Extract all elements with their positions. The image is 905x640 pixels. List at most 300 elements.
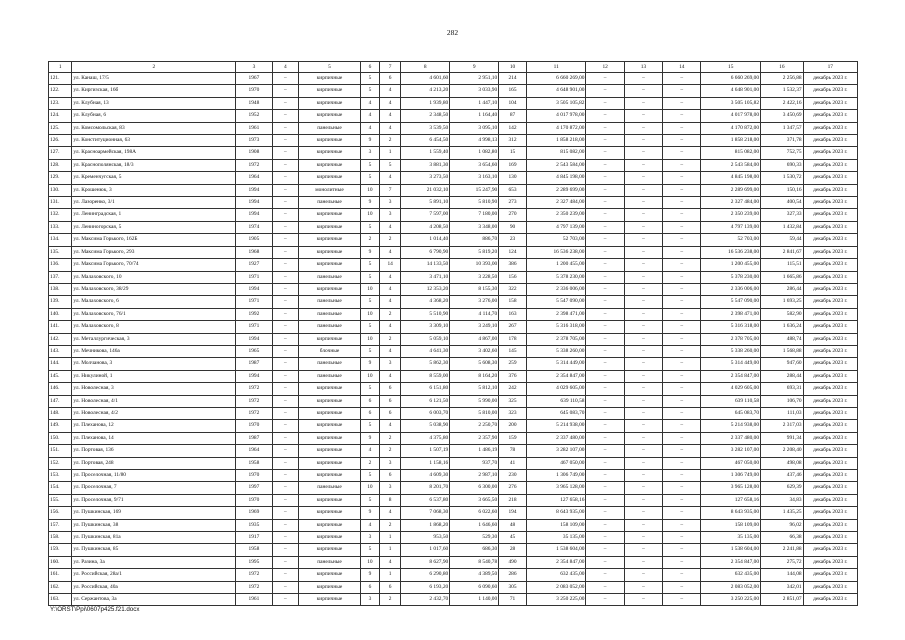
table-cell: 4: [380, 283, 401, 295]
table-cell: 2: [380, 519, 401, 531]
table-cell: 161.: [49, 569, 72, 581]
table-cell: –: [272, 407, 299, 419]
table-cell: –: [624, 159, 662, 171]
table-cell: –: [624, 507, 662, 519]
table-cell: панельные: [299, 321, 361, 333]
table-cell: –: [663, 407, 701, 419]
table-cell: 10: [360, 184, 379, 196]
table-row: [49, 569, 858, 581]
table-cell: ул. Лениногорская, 5: [72, 221, 236, 233]
table-cell: 2: [380, 445, 401, 457]
table-cell: 1958: [236, 544, 272, 556]
table-cell: 147.: [49, 395, 72, 407]
table-cell: 3 539,50: [401, 122, 450, 134]
table-cell: –: [586, 594, 624, 606]
table-row: [49, 556, 858, 568]
table-cell: ул. Малаховского, 8: [72, 321, 236, 333]
table-cell: 121.: [49, 73, 72, 85]
table-row: [49, 122, 858, 134]
table-cell: 323: [499, 407, 527, 419]
table-row: [49, 432, 858, 444]
table-cell: 5 214 938,00: [526, 420, 586, 432]
table-cell: 6 660 269,00: [701, 73, 761, 85]
table-cell: 10: [360, 333, 379, 345]
table-cell: 2 543 584,00: [526, 159, 586, 171]
table-cell: 4: [360, 122, 379, 134]
table-cell: –: [663, 569, 701, 581]
column-number-cell: 12: [586, 62, 624, 73]
table-cell: декабрь 2023 г.: [803, 85, 857, 97]
table-cell: ул. Клубная, 13: [72, 97, 236, 109]
table-cell: –: [624, 135, 662, 147]
table-cell: ул. Ленинградская, 1: [72, 209, 236, 221]
column-number-cell: 8: [401, 62, 450, 73]
table-cell: 104: [499, 97, 527, 109]
table-cell: 136.: [49, 259, 72, 271]
table-cell: –: [624, 457, 662, 469]
table-cell: ул. Малаховского, 76/1: [72, 308, 236, 320]
table-cell: –: [663, 110, 701, 122]
table-cell: –: [586, 73, 624, 85]
table-cell: 134.: [49, 234, 72, 246]
table-cell: 259: [499, 358, 527, 370]
table-cell: 10: [360, 283, 379, 295]
table-cell: –: [272, 221, 299, 233]
table-cell: 230: [499, 470, 527, 482]
table-cell: 437,46: [761, 470, 804, 482]
table-cell: –: [272, 122, 299, 134]
table-cell: декабрь 2023 г.: [803, 246, 857, 258]
table-cell: ул. Пушкинская, 169: [72, 507, 236, 519]
table-cell: 273: [499, 197, 527, 209]
table-row: [49, 420, 858, 432]
table-cell: 653: [499, 184, 527, 196]
table-cell: –: [586, 470, 624, 482]
table-cell: кирпичные: [299, 544, 361, 556]
table-row: [49, 519, 858, 531]
table-cell: 386: [499, 259, 527, 271]
table-cell: 156: [499, 271, 527, 283]
table-cell: –: [663, 544, 701, 556]
table-cell: 1 082,80: [450, 147, 499, 159]
table-row: [49, 85, 858, 97]
table-cell: –: [663, 209, 701, 221]
table-cell: –: [624, 345, 662, 357]
table-cell: –: [624, 532, 662, 544]
table-cell: ул. Мечникова, 146а: [72, 345, 236, 357]
table-cell: 127 658,16: [701, 494, 761, 506]
table-cell: 3 249,10: [450, 321, 499, 333]
table-cell: 639 110,58: [701, 395, 761, 407]
table-cell: –: [272, 420, 299, 432]
table-cell: 4 017 978,00: [526, 110, 586, 122]
table-cell: –: [272, 544, 299, 556]
table-cell: 145: [499, 345, 527, 357]
table-cell: 1: [380, 532, 401, 544]
table-cell: блочные: [299, 345, 361, 357]
table-cell: 126.: [49, 135, 72, 147]
table-cell: –: [663, 159, 701, 171]
table-cell: 10: [360, 209, 379, 221]
table-cell: 3 505 105,82: [526, 97, 586, 109]
table-cell: 150.: [49, 432, 72, 444]
table-row: [49, 544, 858, 556]
table-cell: ул. Клубная, 6: [72, 110, 236, 122]
column-number-cell: 1: [49, 62, 72, 73]
table-cell: 124.: [49, 110, 72, 122]
table-cell: кирпичные: [299, 135, 361, 147]
table-cell: 87: [499, 110, 527, 122]
table-cell: 4 170 872,00: [701, 122, 761, 134]
table-cell: –: [586, 345, 624, 357]
table-cell: декабрь 2023 г.: [803, 482, 857, 494]
table-row: [49, 482, 858, 494]
table-cell: 1 017,60: [401, 544, 450, 556]
table-cell: 1 486,19: [450, 445, 499, 457]
table-cell: 2 208,40: [761, 445, 804, 457]
table-cell: панельные: [299, 296, 361, 308]
table-cell: кирпичные: [299, 259, 361, 271]
table-cell: 1994: [236, 209, 272, 221]
table-cell: 1961: [236, 122, 272, 134]
table-cell: –: [624, 333, 662, 345]
table-cell: 6: [360, 407, 379, 419]
table-cell: 2 337 480,00: [701, 432, 761, 444]
column-number-cell: 10: [499, 62, 527, 73]
table-cell: 2 841,67: [761, 246, 804, 258]
table-cell: 3 273,50: [401, 172, 450, 184]
table-cell: 1 432,84: [761, 221, 804, 233]
table-cell: –: [624, 73, 662, 85]
table-cell: 12 353,20: [401, 283, 450, 295]
table-cell: 1994: [236, 197, 272, 209]
table-cell: ул. Металлургическая, 3: [72, 333, 236, 345]
table-cell: –: [586, 569, 624, 581]
table-cell: –: [624, 544, 662, 556]
table-cell: 2 422,16: [761, 97, 804, 109]
table-cell: 1970: [236, 420, 272, 432]
table-cell: 4: [360, 445, 379, 457]
column-number-cell: 9: [450, 62, 499, 73]
table-cell: 153.: [49, 470, 72, 482]
table-cell: 5: [380, 159, 401, 171]
table-cell: 2 336 006,00: [526, 283, 586, 295]
table-cell: –: [624, 594, 662, 606]
table-cell: 2 354 847,00: [701, 370, 761, 382]
table-cell: 149.: [49, 420, 72, 432]
table-cell: ул. Портовая, 248: [72, 457, 236, 469]
table-cell: 163: [499, 308, 527, 320]
table-cell: декабрь 2023 г.: [803, 110, 857, 122]
table-cell: –: [663, 271, 701, 283]
table-cell: ул. Лазоренко, 3/1: [72, 197, 236, 209]
table-cell: 8 201,70: [401, 482, 450, 494]
table-cell: –: [663, 445, 701, 457]
table-cell: –: [272, 308, 299, 320]
table-row: [49, 370, 858, 382]
table-cell: –: [663, 172, 701, 184]
table-cell: 4: [380, 110, 401, 122]
table-cell: 3: [380, 209, 401, 221]
table-cell: ул. Портовая, 136: [72, 445, 236, 457]
table-cell: декабрь 2023 г.: [803, 594, 857, 606]
table-cell: –: [586, 321, 624, 333]
table-cell: –: [586, 159, 624, 171]
table-cell: 59,44: [761, 234, 804, 246]
table-cell: 1992: [236, 308, 272, 320]
table-cell: 327,33: [761, 209, 804, 221]
table-cell: 3 163,10: [450, 172, 499, 184]
table-cell: ул. Максима Горького, 162Б: [72, 234, 236, 246]
table-cell: 4 601,60: [401, 73, 450, 85]
table-cell: –: [663, 383, 701, 395]
table-cell: декабрь 2023 г.: [803, 234, 857, 246]
table-cell: 645 083,70: [526, 407, 586, 419]
table-row: [49, 457, 858, 469]
table-cell: 1 693,25: [761, 296, 804, 308]
table-cell: 6: [380, 581, 401, 593]
table-cell: 645 083,70: [701, 407, 761, 419]
table-cell: 8 155,30: [450, 283, 499, 295]
table-cell: –: [624, 184, 662, 196]
table-row: [49, 209, 858, 221]
table-cell: –: [624, 110, 662, 122]
table-cell: 2: [360, 457, 379, 469]
table-cell: ул. Кременчугская, 5: [72, 172, 236, 184]
table-cell: –: [624, 97, 662, 109]
table-cell: 270: [499, 209, 527, 221]
table-cell: 2: [380, 432, 401, 444]
table-cell: ул. Малаховского, 6: [72, 296, 236, 308]
table-cell: кирпичные: [299, 432, 361, 444]
table-cell: 123.: [49, 97, 72, 109]
table-cell: –: [586, 494, 624, 506]
table-cell: панельные: [299, 197, 361, 209]
table-cell: –: [663, 73, 701, 85]
table-cell: –: [663, 283, 701, 295]
table-cell: –: [272, 383, 299, 395]
table-cell: ул. Конституционная, 63: [72, 135, 236, 147]
table-cell: 160.: [49, 556, 72, 568]
table-cell: 2 327 484,00: [701, 197, 761, 209]
table-cell: 3 402,60: [450, 345, 499, 357]
table-cell: –: [624, 383, 662, 395]
table-cell: 5 378 230,00: [701, 271, 761, 283]
table-cell: –: [663, 296, 701, 308]
table-cell: 1 858 218,00: [526, 135, 586, 147]
table-cell: –: [586, 122, 624, 134]
column-number-cell: 4: [272, 62, 299, 73]
table-cell: 10: [360, 370, 379, 382]
table-cell: декабрь 2023 г.: [803, 569, 857, 581]
table-cell: 1987: [236, 432, 272, 444]
table-cell: 4: [380, 507, 401, 519]
table-cell: 490: [499, 556, 527, 568]
table-cell: 5 314 449,00: [526, 358, 586, 370]
table-cell: 124: [499, 246, 527, 258]
table-cell: –: [586, 97, 624, 109]
table-cell: 41: [499, 457, 527, 469]
table-cell: 1: [380, 544, 401, 556]
table-cell: 2 337 480,00: [526, 432, 586, 444]
table-cell: 96,02: [761, 519, 804, 531]
table-cell: ул. Плеханова, 12: [72, 420, 236, 432]
table-cell: –: [624, 209, 662, 221]
table-cell: 2 350 239,00: [701, 209, 761, 221]
table-cell: 2: [380, 333, 401, 345]
table-cell: 127.: [49, 147, 72, 159]
table-cell: 9: [360, 358, 379, 370]
table-cell: декабрь 2023 г.: [803, 383, 857, 395]
table-cell: –: [624, 569, 662, 581]
table-cell: 144,08: [761, 569, 804, 581]
table-cell: 151.: [49, 445, 72, 457]
table-cell: 5: [360, 494, 379, 506]
table-cell: декабрь 2023 г.: [803, 259, 857, 271]
column-number-cell: 7: [380, 62, 401, 73]
table-cell: 3 965 128,00: [701, 482, 761, 494]
table-cell: –: [272, 209, 299, 221]
table-cell: 52 703,00: [526, 234, 586, 246]
table-row: [49, 358, 858, 370]
table-row: [49, 110, 858, 122]
table-cell: 4 609,30: [401, 470, 450, 482]
table-cell: 1 858 218,00: [701, 135, 761, 147]
table-cell: 1 507,19: [401, 445, 450, 457]
table-cell: 146.: [49, 383, 72, 395]
table-cell: кирпичные: [299, 507, 361, 519]
table-cell: –: [586, 246, 624, 258]
table-cell: 5: [360, 85, 379, 97]
table-cell: –: [272, 470, 299, 482]
table-row: [49, 345, 858, 357]
table-cell: –: [624, 321, 662, 333]
table-cell: кирпичные: [299, 395, 361, 407]
table-cell: 8 627,90: [401, 556, 450, 568]
table-cell: монолитные: [299, 184, 361, 196]
table-row: [49, 383, 858, 395]
table-cell: 937,70: [450, 457, 499, 469]
table-cell: –: [586, 259, 624, 271]
table-cell: 4: [380, 296, 401, 308]
table-cell: –: [663, 246, 701, 258]
table-cell: декабрь 2023 г.: [803, 172, 857, 184]
table-cell: –: [272, 283, 299, 295]
table-cell: 4: [380, 556, 401, 568]
table-cell: 2 543 584,00: [701, 159, 761, 171]
table-cell: 9: [360, 246, 379, 258]
table-cell: панельные: [299, 556, 361, 568]
table-cell: 4: [380, 85, 401, 97]
table-cell: 4: [380, 172, 401, 184]
table-cell: –: [272, 197, 299, 209]
table-cell: декабрь 2023 г.: [803, 159, 857, 171]
table-cell: 4: [380, 345, 401, 357]
table-cell: 6: [380, 470, 401, 482]
table-cell: 5 059,10: [401, 333, 450, 345]
table-cell: 200: [499, 420, 527, 432]
table-cell: 1 568,88: [761, 345, 804, 357]
table-cell: 5 338 260,00: [701, 345, 761, 357]
table-cell: 5 547 090,00: [701, 296, 761, 308]
table-cell: 5 810,00: [450, 407, 499, 419]
table-row: [49, 308, 858, 320]
table-cell: 3 665,50: [450, 494, 499, 506]
table-row: [49, 197, 858, 209]
table-cell: –: [586, 135, 624, 147]
table-cell: 1994: [236, 370, 272, 382]
table-cell: 1974: [236, 221, 272, 233]
table-cell: декабрь 2023 г.: [803, 581, 857, 593]
table-cell: 3 654,60: [450, 159, 499, 171]
table-cell: декабрь 2023 г.: [803, 494, 857, 506]
table-cell: ул. Российская, 40а: [72, 581, 236, 593]
table-cell: 4: [380, 246, 401, 258]
table-row: [49, 581, 858, 593]
table-cell: 1972: [236, 159, 272, 171]
table-cell: 218: [499, 494, 527, 506]
table-cell: –: [663, 470, 701, 482]
table-cell: ул. Сержантова, 3а: [72, 594, 236, 606]
table-cell: 23: [499, 234, 527, 246]
table-cell: 3 250 225,00: [526, 594, 586, 606]
table-cell: декабрь 2023 г.: [803, 445, 857, 457]
table-cell: 1964: [236, 172, 272, 184]
table-cell: 1908: [236, 147, 272, 159]
table-cell: 4: [380, 370, 401, 382]
table-cell: 71: [499, 594, 527, 606]
table-cell: –: [663, 556, 701, 568]
table-cell: 1958: [236, 457, 272, 469]
table-cell: кирпичные: [299, 594, 361, 606]
table-cell: 1 939,80: [401, 97, 450, 109]
table-cell: кирпичные: [299, 457, 361, 469]
table-cell: –: [624, 221, 662, 233]
table-cell: 2 378 705,00: [701, 333, 761, 345]
table-cell: 4: [380, 321, 401, 333]
table-cell: ул. Плеханова, 14: [72, 432, 236, 444]
table-cell: 34,83: [761, 494, 804, 506]
table-cell: 7 180,00: [450, 209, 499, 221]
table-cell: –: [586, 532, 624, 544]
table-cell: кирпичные: [299, 234, 361, 246]
table-cell: 3 033,90: [450, 85, 499, 97]
table-cell: –: [624, 85, 662, 97]
table-cell: –: [624, 370, 662, 382]
table-cell: –: [272, 532, 299, 544]
table-cell: 1 158,16: [401, 457, 450, 469]
table-cell: 2 354 847,00: [701, 556, 761, 568]
table-cell: 6 003,70: [401, 407, 450, 419]
table-cell: 214: [499, 73, 527, 85]
table-cell: 1 347,57: [761, 122, 804, 134]
table-cell: 276: [499, 482, 527, 494]
table-cell: ул. Киргизская, 16б: [72, 85, 236, 97]
table-cell: 3 276,00: [450, 296, 499, 308]
table-row: [49, 594, 858, 606]
table-cell: 3 505 105,82: [701, 97, 761, 109]
table-row: [49, 184, 858, 196]
table-cell: 90: [499, 221, 527, 233]
table-cell: декабрь 2023 г.: [803, 470, 857, 482]
table-cell: –: [272, 581, 299, 593]
table-cell: декабрь 2023 г.: [803, 407, 857, 419]
table-cell: –: [663, 345, 701, 357]
table-cell: –: [586, 420, 624, 432]
table-cell: 2 241,88: [761, 544, 804, 556]
table-cell: –: [663, 532, 701, 544]
table-cell: декабрь 2023 г.: [803, 395, 857, 407]
